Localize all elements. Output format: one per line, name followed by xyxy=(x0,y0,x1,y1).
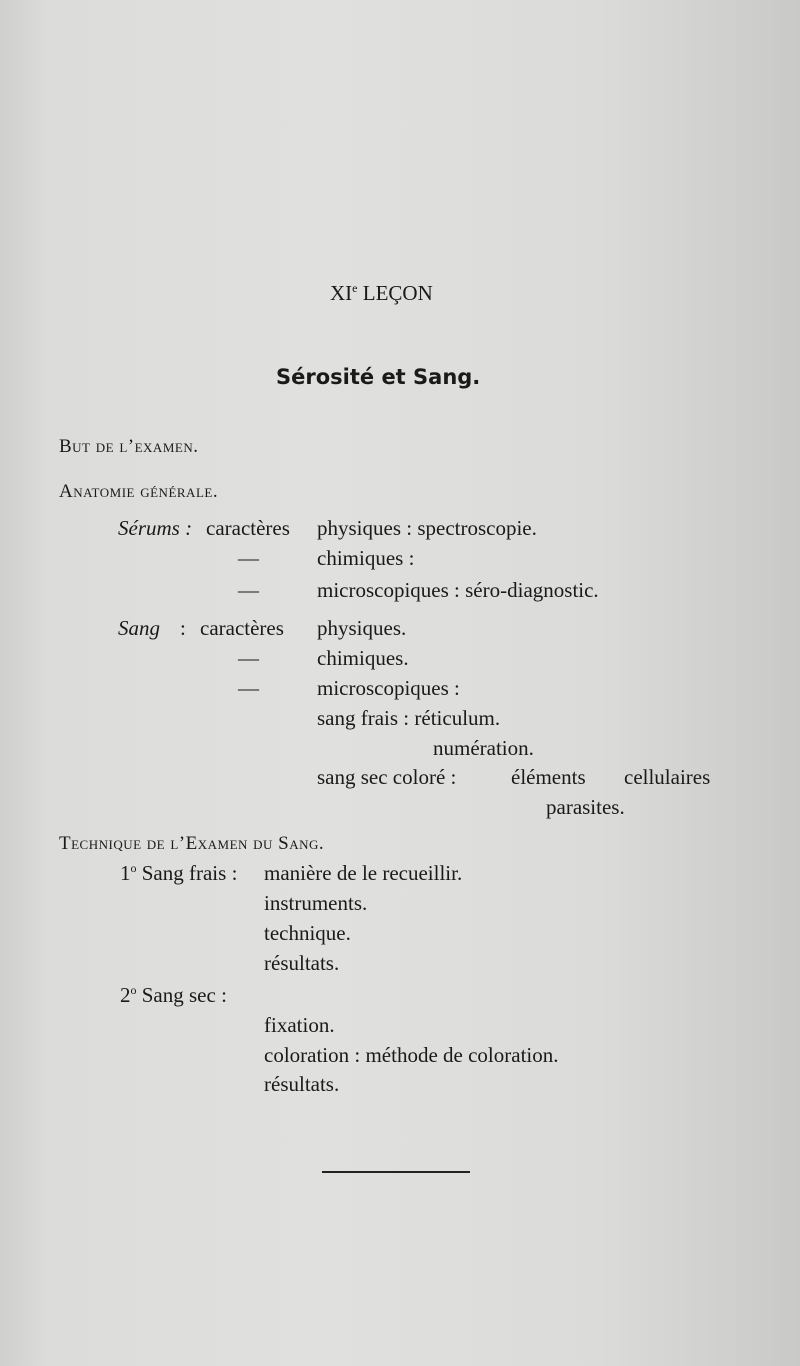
technique-sec-2: coloration : méthode de coloration. xyxy=(264,1043,559,1067)
technique-frais-num: 1 xyxy=(120,861,131,885)
technique-frais-label xyxy=(120,863,237,884)
technique-frais-4: résultats. xyxy=(264,951,340,975)
serums-row-chimiques: chimiques : xyxy=(317,546,415,570)
serums-dash-1: — xyxy=(238,546,259,570)
lesson-number-sup: e xyxy=(352,281,358,295)
sang-parasites: parasites. xyxy=(546,795,625,819)
technique-frais-2: instruments. xyxy=(264,891,368,915)
technique-frais-1: manière de le recueillir. xyxy=(264,861,463,885)
serums-caract: caractères xyxy=(206,516,290,540)
serums-label: Sérums : xyxy=(118,516,193,540)
sang-numeration: numération. xyxy=(433,736,534,760)
section-anatomie: Anatomie générale. xyxy=(59,481,219,502)
technique-frais-3: technique. xyxy=(264,921,351,945)
sang-row-microscopiques: microscopiques : xyxy=(317,676,460,700)
sang-label: Sang xyxy=(118,616,160,640)
technique-sec-3: résultats. xyxy=(264,1072,340,1096)
sang-dash-2: — xyxy=(238,676,259,700)
sang-elements: éléments xyxy=(511,765,586,789)
sang-sec: sang sec coloré : xyxy=(317,765,457,789)
technique-sec-text: Sang sec : xyxy=(141,983,227,1007)
sang-frais: sang frais : réticulum. xyxy=(317,706,501,730)
serums-row-physiques: physiques : spectroscopie. xyxy=(317,516,537,540)
sang-caract: caractères xyxy=(200,616,284,640)
serums-dash-2: — xyxy=(238,578,259,602)
technique-sec-num: 2 xyxy=(120,983,131,1007)
technique-sec-sup: o xyxy=(130,983,137,997)
section-but: But de l’examen. xyxy=(59,436,199,457)
lesson-heading xyxy=(330,283,433,304)
serums-row-microscopiques: microscopiques : séro-diagnostic. xyxy=(317,578,599,602)
closing-rule xyxy=(322,1171,470,1173)
sang-dash-1: — xyxy=(238,646,259,670)
technique-frais-sup: o xyxy=(130,861,137,875)
lesson-word: LEÇON xyxy=(362,281,433,305)
technique-sec-label xyxy=(120,985,227,1006)
technique-frais-text: Sang frais : xyxy=(141,861,238,885)
sang-row-chimiques: chimiques. xyxy=(317,646,409,670)
sang-colon: : xyxy=(180,616,186,640)
lesson-number: XI xyxy=(330,281,353,305)
sang-row-physiques: physiques. xyxy=(317,616,407,640)
section-technique: Technique de l’Examen du Sang. xyxy=(59,833,325,854)
technique-sec-1: fixation. xyxy=(264,1013,335,1037)
sang-cellulaires: cellulaires xyxy=(624,765,711,789)
lesson-subtitle: Sérosité et Sang. xyxy=(276,365,481,389)
